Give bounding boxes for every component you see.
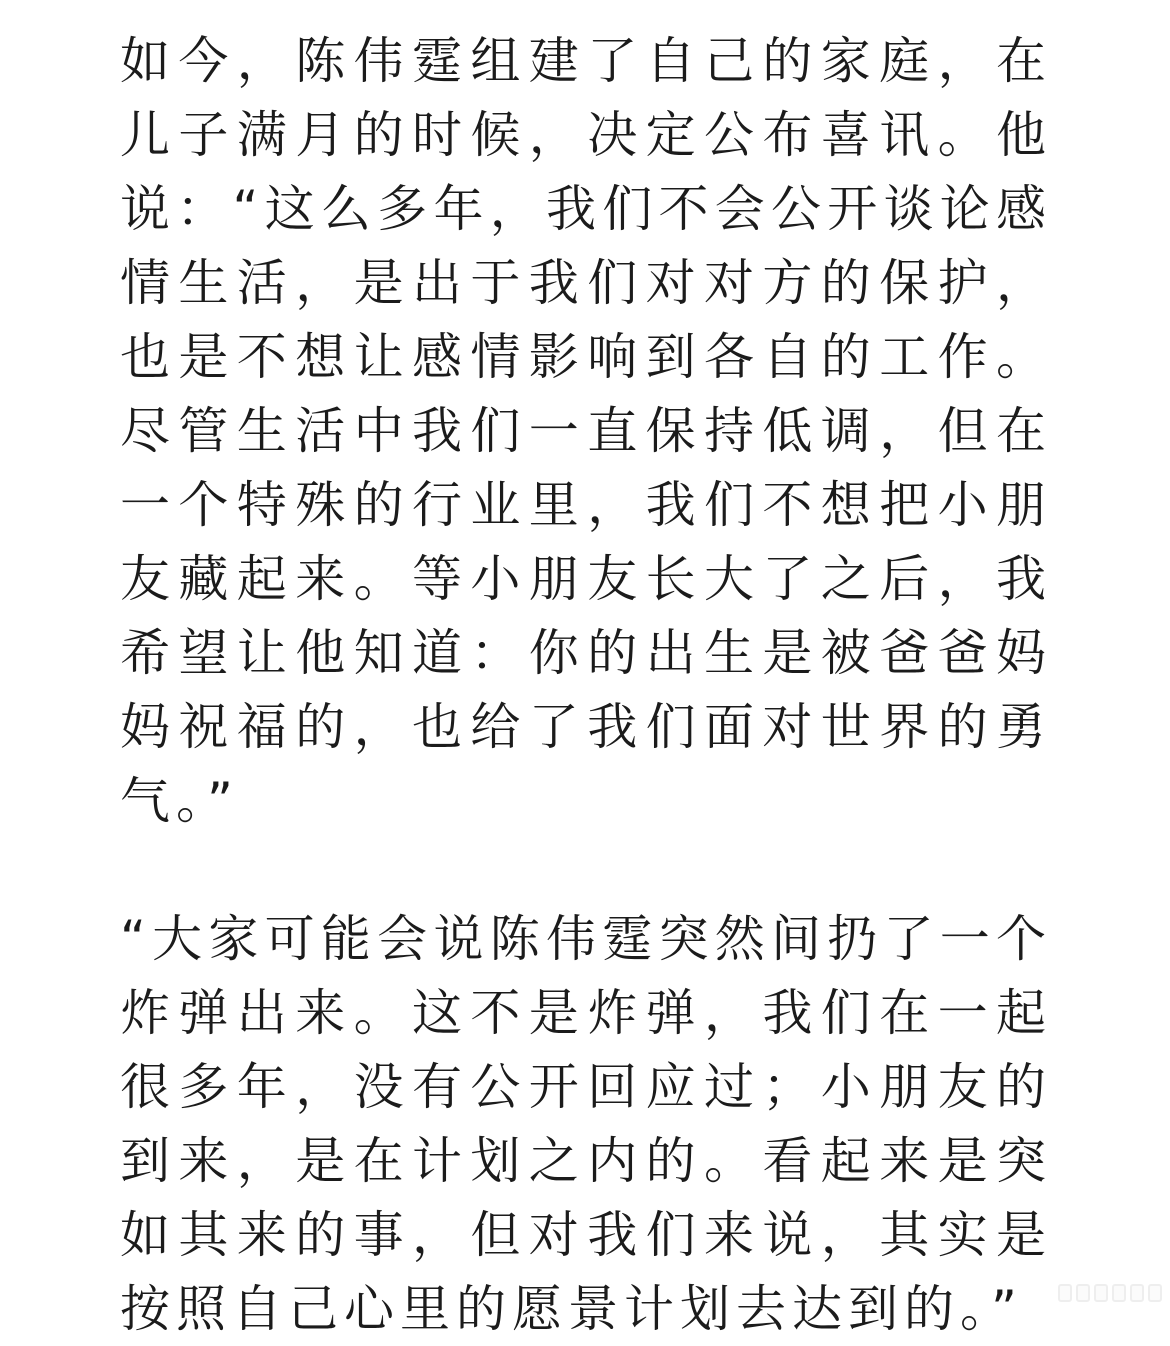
- watermark-segment-icon: [1076, 1284, 1090, 1302]
- watermark-segment-icon: [1148, 1284, 1162, 1302]
- paragraph-quote: “大家可能会说陈伟霆突然间扔了一个炸弹出来。这不是炸弹，我们在一起很多年，没有公开回应过；小朋友的到来，是在计划之内的。看起来是突如其来的事，但对我们来说，其实是按照自己心里的愿景计划去达到的。”: [120, 910, 1052, 1338]
- watermark-segment-icon: [1058, 1284, 1072, 1302]
- watermark-segment-icon: [1094, 1284, 1108, 1302]
- watermark-segment-icon: [1130, 1284, 1144, 1302]
- watermark-segment-icon: [1112, 1284, 1126, 1302]
- paragraph-announcement: 如今，陈伟霆组建了自己的家庭，在儿子满月的时候，决定公布喜讯。他说：“这么多年，我们不会公开谈论感情生活，是出于我们对对方的保护，也是不想让感情影响到各自的工作。尽管生活中我们一直保持低调，但在一个特殊的行业里，我们不想把小朋友藏起来。等小朋友长大了之后，我希望让他知道：你的出生是被爸爸妈妈祝福的，也给了我们面对世界的勇气。”: [120, 32, 1052, 830]
- article-body: [120, 24, 1052, 1346]
- watermark-icon: [1058, 1284, 1162, 1302]
